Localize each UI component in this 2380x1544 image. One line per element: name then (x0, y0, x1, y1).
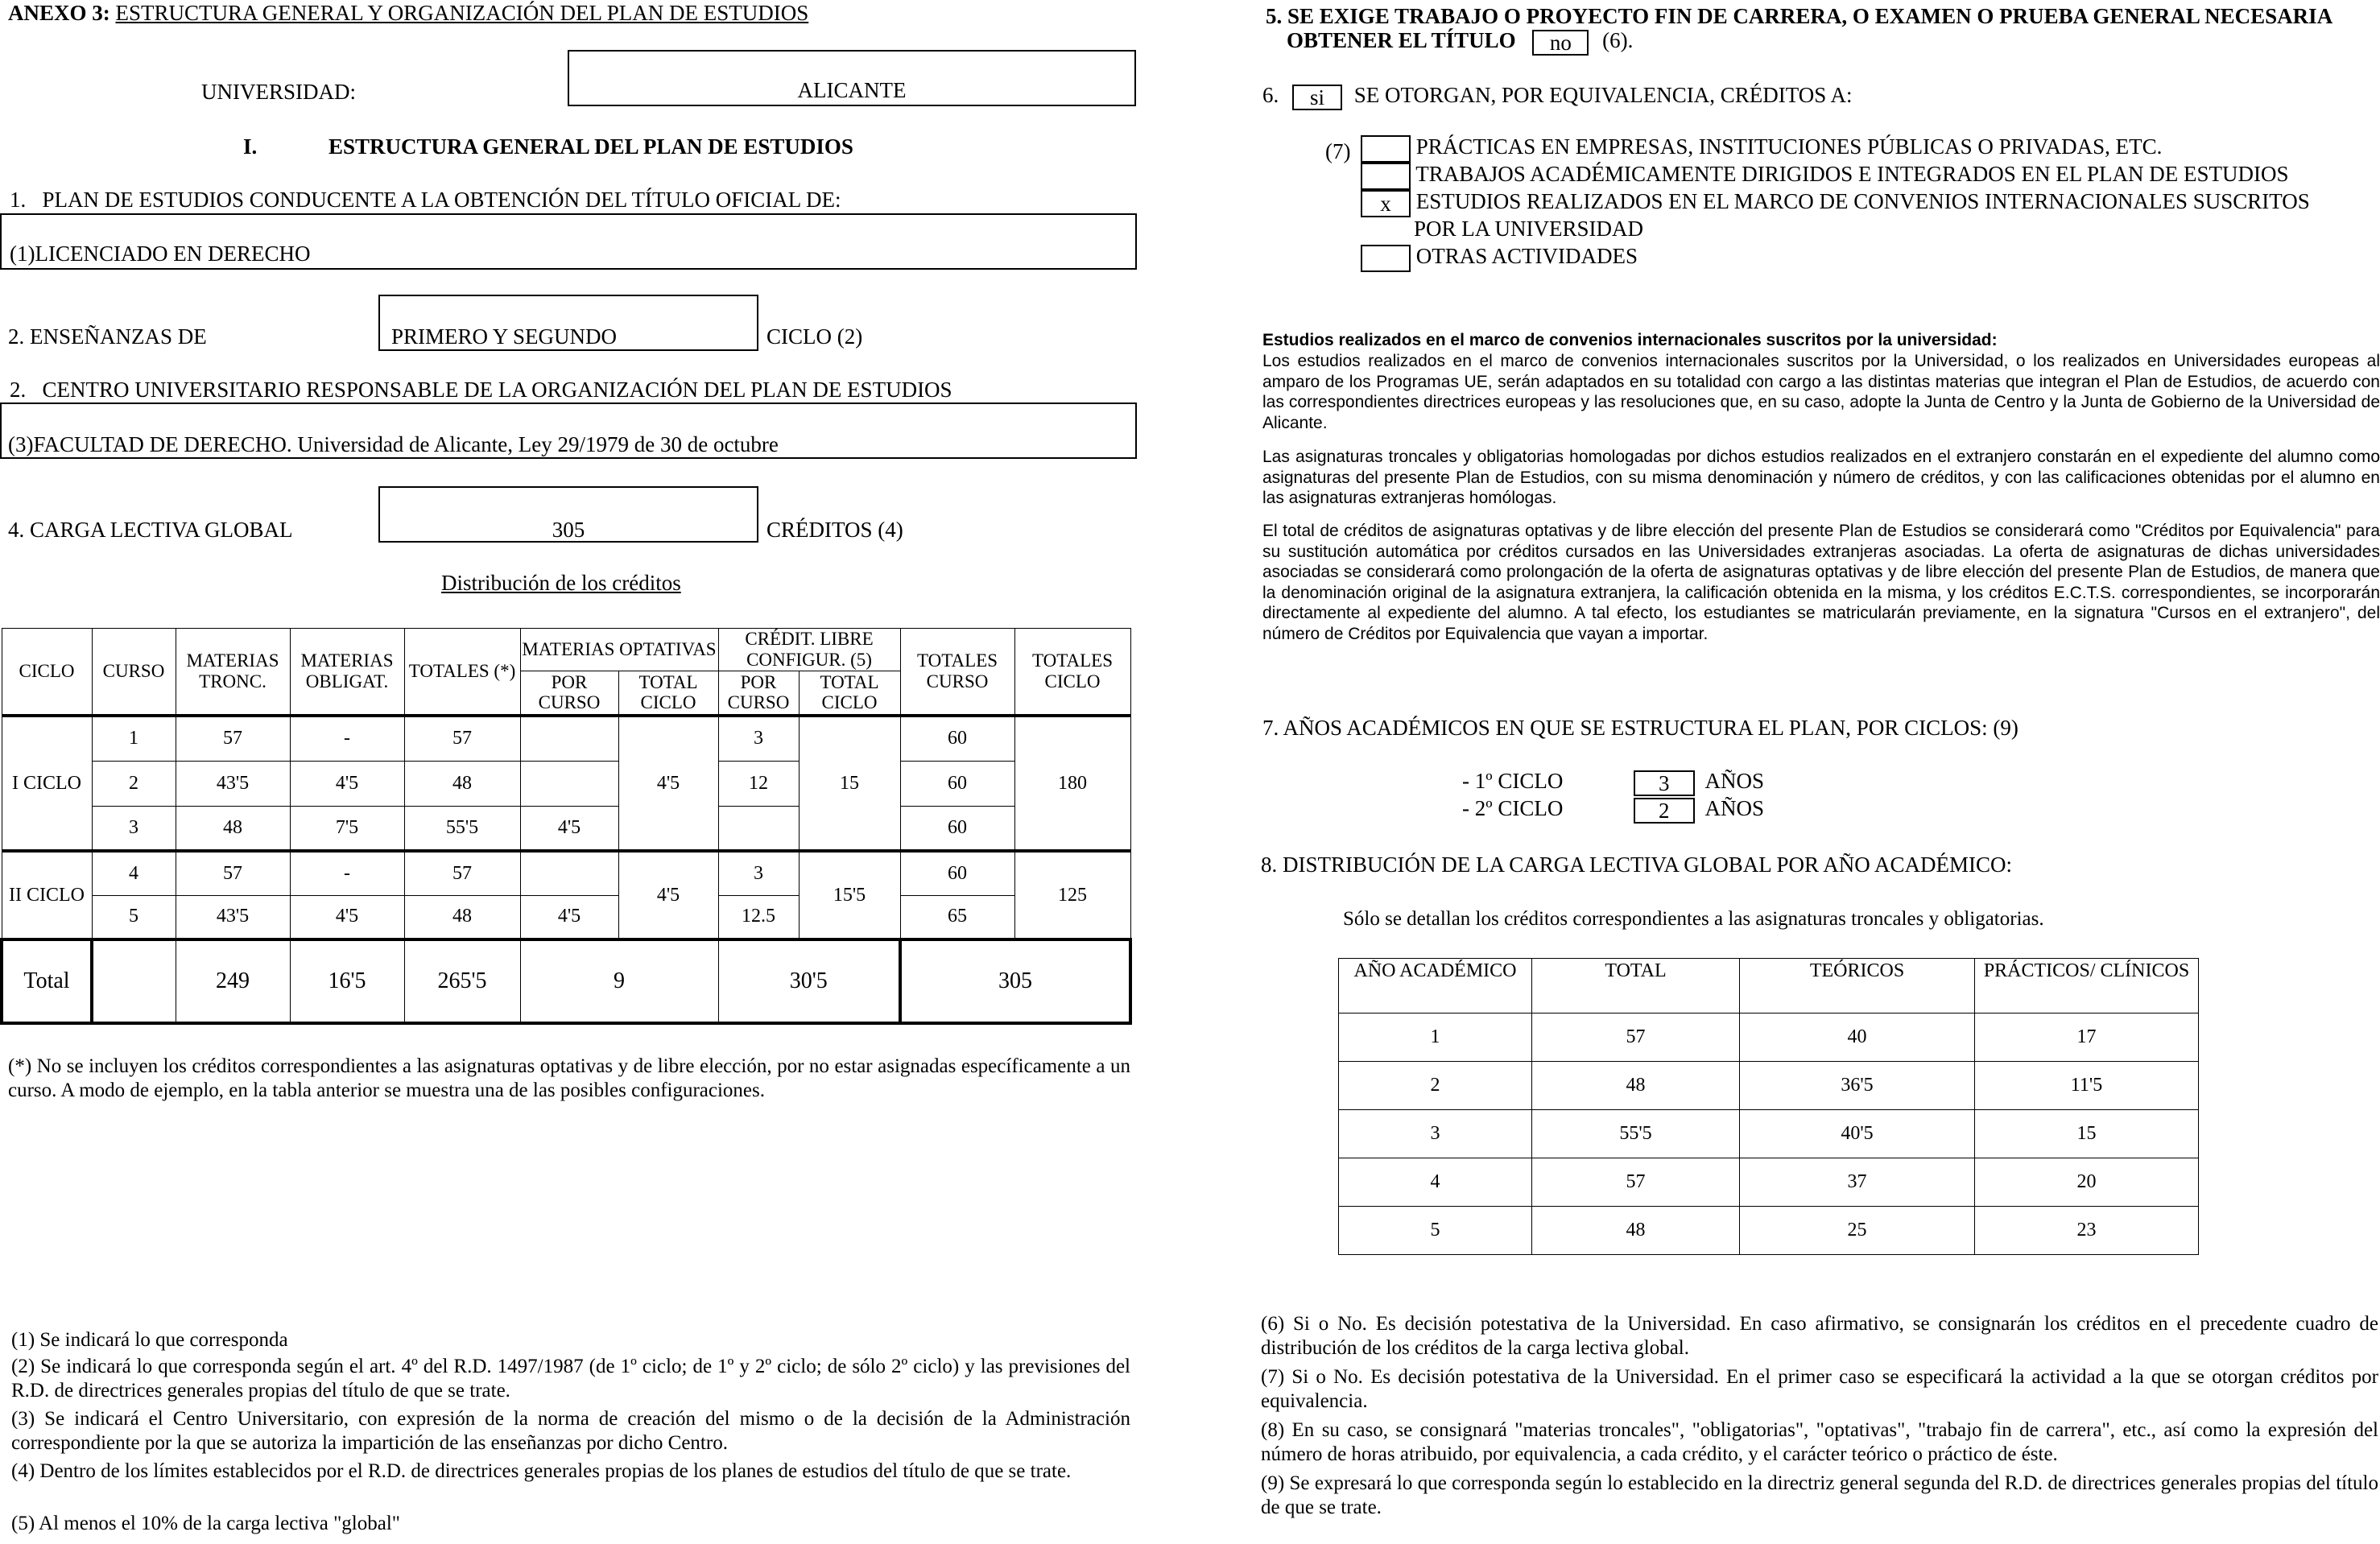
header-libre: CRÉDIT. LIBRE CONFIGUR. (5) (718, 629, 900, 671)
q6-option-4-box (1361, 245, 1411, 272)
cycle2-libre-total: 15'5 (799, 851, 900, 939)
years-cell: 3 (1339, 1110, 1532, 1158)
years-table (1338, 958, 2199, 1255)
footnote-4: (4) Dentro de los límites establecidos por el R.D. de directrices generales propias de los planes de estudios del título de que se trate. (11, 1460, 1072, 1482)
table-row (1339, 1110, 2199, 1158)
years-cell: 40'5 (1740, 1110, 1975, 1158)
q5-line2: OBTENER EL TÍTULO (1287, 28, 1516, 52)
q7-label: 7. AÑOS ACADÉMICOS EN QUE SE ESTRUCTURA EL PLAN, POR CICLOS: (9) (1262, 716, 2018, 740)
annex-label: ANEXO 3: (8, 1, 110, 25)
row-curso: 1 (92, 716, 176, 761)
q6-option-3-label: ESTUDIOS REALIZADOS EN EL MARCO DE CONVENIOS INTERNACIONALES SUSCRITOS (1415, 189, 2310, 214)
q7-cycle-1-unit: AÑOS (1704, 769, 1765, 793)
row-tronc: 43'5 (176, 761, 290, 806)
header-ciclo: CICLO (2, 629, 92, 716)
row-totales: 48 (404, 895, 520, 939)
row-curso: 5 (92, 895, 176, 939)
years-cell: 11'5 (1975, 1062, 2199, 1110)
q2-value: PRIMERO Y SEGUNDO (391, 324, 618, 349)
note-7: (7) Si o No. Es decisión potestativa de la Universidad. En el primer caso se especificará la actividad a la que se otorgan créditos por equivalencia. (1261, 1366, 2378, 1412)
q6-option-4 (1361, 245, 2310, 272)
studies-paragraph-3: El total de créditos de asignaturas optativas y de libre elección del presente Plan de Estudios se considerará como "Créditos por Equivalencia" para su sustitución automática por créditos cursados en las Universidades extranjeras asociadas. La oferta de asignaturas de dichas universidades asociadas se considerará como prolongación de la oferta de asignaturas optativas y de libre elección del presente Plan de Estudios, de manera que la denominación original de la asignatura extranjera, la calificación obtenida en la misma, y los créditos E.C.T.S. correspondientes, se incorporarán directamente al expediente del alumno. A tal efecto, los estudiantes se matricularán previamente, en la signatura "Cursos en el extranjero", del número de Créditos por Equivalencia que vayan a importar. (1262, 522, 2380, 644)
footnote-3: (3) Se indicará el Centro Universitario, con expresión de la norma de creación del mismo o de la decisión de la Administración correspondiente por la que se autoriza la impartición de las enseñanzas por dicho Centro. (11, 1408, 1130, 1454)
row-opt-curso (520, 761, 618, 806)
years-cell: 57 (1532, 1014, 1740, 1062)
row-totales-curso: 60 (900, 806, 1014, 851)
years-header-practicos: PRÁCTICOS/ CLÍNICOS (1975, 959, 2199, 1014)
header-opt-por-curso: POR CURSO (520, 671, 618, 716)
section-number: I. (243, 134, 258, 159)
annex-heading (8, 2, 808, 26)
years-cell: 15 (1975, 1110, 2199, 1158)
total-tronc: 249 (176, 939, 290, 1023)
years-cell: 55'5 (1532, 1110, 1740, 1158)
q5-line1: 5. SE EXIGE TRABAJO O PROYECTO FIN DE CARRERA, O EXAMEN O PRUEBA GENERAL NECESARIA (1266, 4, 2333, 28)
annex-title: ESTRUCTURA GENERAL Y ORGANIZACIÓN DEL PLAN DE ESTUDIOS (115, 1, 809, 25)
q3-box (0, 403, 1137, 459)
footnote-5: (5) Al menos el 10% de la carga lectiva "global" (11, 1513, 400, 1534)
years-cell: 23 (1975, 1207, 2199, 1255)
years-cell: 5 (1339, 1207, 1532, 1255)
q1-number: 1. (10, 188, 27, 212)
cycle2-totales-ciclo: 125 (1014, 851, 1130, 939)
table-row (1339, 1207, 2199, 1255)
q6-option-3 (1361, 190, 2310, 217)
row-totales-curso: 60 (900, 716, 1014, 761)
row-oblig: - (290, 716, 404, 761)
total-row (2, 939, 1130, 1023)
years-cell: 40 (1740, 1014, 1975, 1062)
row-tronc: 48 (176, 806, 290, 851)
q7-cycle-2-label: - 2º CICLO (1462, 796, 1564, 820)
years-cell: 4 (1339, 1158, 1532, 1207)
row-totales: 48 (404, 761, 520, 806)
q8-label: 8. DISTRIBUCIÓN DE LA CARGA LECTIVA GLOBAL POR AÑO ACADÉMICO: (1261, 853, 2013, 877)
total-totales: 265'5 (404, 939, 520, 1023)
row-opt-curso: 4'5 (520, 806, 618, 851)
q4-suffix: CRÉDITOS (4) (766, 518, 903, 542)
row-opt-curso: 4'5 (520, 895, 618, 939)
row-totales-curso: 60 (900, 761, 1014, 806)
row-oblig: 7'5 (290, 806, 404, 851)
q6-label: SE OTORGAN, POR EQUIVALENCIA, CRÉDITOS A: (1353, 83, 1853, 107)
total-curso-empty (92, 939, 176, 1023)
q6-option-1 (1361, 135, 2310, 163)
header-opt-total-ciclo: TOTAL CICLO (618, 671, 718, 716)
table-row (1339, 1062, 2199, 1110)
years-cell: 1 (1339, 1014, 1532, 1062)
q6-heading (1262, 84, 1853, 110)
q6-option-4-label: OTRAS ACTIVIDADES (1415, 244, 1638, 269)
q3-value: (3)FACULTAD DE DERECHO. Universidad de Alicante, Ley 29/1979 de 30 de octubre (8, 432, 779, 456)
row-opt-curso (520, 851, 618, 895)
cycle1-libre-total: 15 (799, 716, 900, 851)
table-row (2, 716, 1130, 761)
table-row (1339, 1014, 2199, 1062)
total-libre: 30'5 (718, 939, 900, 1023)
header-optativas: MATERIAS OPTATIVAS (520, 629, 718, 671)
cycle2-label: II CICLO (2, 851, 92, 939)
q6-option-3-box: x (1361, 190, 1411, 217)
q7-cycle-2-value: 2 (1634, 798, 1695, 824)
row-libre-curso: 12 (718, 761, 799, 806)
q4-value: 305 (552, 518, 585, 542)
row-totales: 55'5 (404, 806, 520, 851)
q2-suffix: CICLO (2) (766, 324, 863, 349)
distribution-title: Distribución de los créditos (441, 571, 681, 595)
q8-sub: Sólo se detallan los créditos correspondientes a las asignaturas troncales y obligatorias. (1343, 908, 2044, 930)
note-6: (6) Si o No. Es decisión potestativa de la Universidad. En caso afirmativo, se consignarán los créditos en el precedente cuadro de distribución de los créditos de la carga lectiva global. (1261, 1313, 2378, 1359)
section-title: ESTRUCTURA GENERAL DEL PLAN DE ESTUDIOS (328, 134, 853, 159)
header-curso: CURSO (92, 629, 176, 716)
total-optativas: 9 (520, 939, 718, 1023)
q6-note: (7) (1325, 139, 1351, 163)
row-curso: 4 (92, 851, 176, 895)
q1-box (0, 213, 1137, 270)
years-cell: 25 (1740, 1207, 1975, 1255)
header-totales-curso: TOTALES CURSO (900, 629, 1014, 716)
studies-paragraph-2: Las asignaturas troncales y obligatorias homologadas por dichos estudios realizados en el extranjero constarán en el expediente del alumno como asignaturas del presente Plan de Estudios, con su misma denominación y número de créditos, y con las calificaciones obtenidas por el alumno en las asignaturas extranjeras homólogas. (1262, 448, 2380, 508)
q6-answer-box: si (1292, 85, 1342, 110)
row-libre-curso: 12.5 (718, 895, 799, 939)
years-cell: 36'5 (1740, 1062, 1975, 1110)
cycle1-opt-total: 4'5 (618, 716, 718, 851)
cycle2-opt-total: 4'5 (618, 851, 718, 939)
q1-heading (10, 188, 841, 213)
years-header-ano: AÑO ACADÉMICO (1339, 959, 1532, 1014)
row-libre-curso: 3 (718, 716, 799, 761)
q6-option-3-cont: POR LA UNIVERSIDAD (1414, 217, 1644, 241)
header-totales: TOTALES (*) (404, 629, 520, 716)
header-materias-oblig: MATERIAS OBLIGAT. (290, 629, 404, 716)
row-tronc: 43'5 (176, 895, 290, 939)
row-oblig: 4'5 (290, 895, 404, 939)
header-libre-total-ciclo: TOTAL CICLO (799, 671, 900, 716)
q5-note: (6). (1602, 28, 1634, 52)
years-cell: 48 (1532, 1207, 1740, 1255)
row-tronc: 57 (176, 716, 290, 761)
footnote-2: (2) Se indicará lo que corresponda según el art. 4º del R.D. 1497/1987 (de 1º ciclo; de 1º y 2º ciclo; de sólo 2º ciclo) y las previsiones del R.D. de directrices generales propias del título de que se trate. (11, 1356, 1130, 1402)
university-value: ALICANTE (797, 78, 907, 102)
q6-option-2-box (1361, 163, 1411, 190)
q3-heading (10, 378, 952, 403)
years-cell: 2 (1339, 1062, 1532, 1110)
q3-label: CENTRO UNIVERSITARIO RESPONSABLE DE LA ORGANIZACIÓN DEL PLAN DE ESTUDIOS (42, 378, 952, 402)
years-header-teoricos: TEÓRICOS (1740, 959, 1975, 1014)
row-tronc: 57 (176, 851, 290, 895)
cycle1-totales-ciclo: 180 (1014, 716, 1130, 851)
university-box (568, 50, 1136, 106)
total-global: 305 (900, 939, 1130, 1023)
asterisk-note: (*) No se incluyen los créditos correspondientes a las asignaturas optativas y de libre elección, por no estar asignadas específicamente a un curso. A modo de ejemplo, en la tabla anterior se muestra una de las posibles configuraciones. (8, 1055, 1130, 1101)
q5-answer-box: no (1532, 30, 1589, 56)
q2-box (378, 295, 758, 351)
header-materias-tronc: MATERIAS TRONC. (176, 629, 290, 716)
row-totales-curso: 65 (900, 895, 1014, 939)
q4-label: 4. CARGA LECTIVA GLOBAL (8, 518, 293, 542)
total-oblig: 16'5 (290, 939, 404, 1023)
q6-option-2 (1361, 163, 2310, 190)
row-totales: 57 (404, 716, 520, 761)
row-oblig: 4'5 (290, 761, 404, 806)
university-label: UNIVERSIDAD: (201, 80, 356, 104)
q6-option-1-box (1361, 135, 1411, 163)
footnote-1: (1) Se indicará lo que corresponda (11, 1329, 288, 1351)
table-row (1339, 1158, 2199, 1207)
note-9: (9) Se expresará lo que corresponda según lo establecido en la directriz general segunda del R.D. de directrices generales propias del título de que se trate. (1261, 1472, 2378, 1518)
note-8: (8) En su caso, se consignará "materias troncales", "obligatorias", "optativas", "trabajo fin de carrera", etc., así como la expresión del número de horas atribuido, por equivalencia, a cada crédito, y el carácter teórico o práctico de éste. (1261, 1419, 2378, 1465)
row-libre-curso: 3 (718, 851, 799, 895)
years-cell: 20 (1975, 1158, 2199, 1207)
row-totales: 57 (404, 851, 520, 895)
q7-cycle-2 (1462, 797, 1764, 824)
q7-cycle-2-unit: AÑOS (1704, 796, 1765, 820)
table-row (2, 895, 1130, 939)
credits-table (0, 628, 1132, 1025)
q3-number: 2. (10, 378, 27, 402)
q7-cycle-1-label: - 1º CICLO (1462, 769, 1564, 793)
studies-title: Estudios realizados en el marco de convenios internacionales suscritos por la universidad: (1262, 331, 1998, 349)
q6-number: 6. (1262, 83, 1279, 107)
row-curso: 3 (92, 806, 176, 851)
q2-label: 2. ENSEÑANZAS DE (8, 324, 207, 349)
table-row (2, 761, 1130, 806)
table-row (2, 851, 1130, 895)
years-cell: 57 (1532, 1158, 1740, 1207)
row-oblig: - (290, 851, 404, 895)
q1-value: (1)LICENCIADO EN DERECHO (10, 242, 311, 266)
q1-label: PLAN DE ESTUDIOS CONDUCENTE A LA OBTENCIÓN DEL TÍTULO OFICIAL DE: (42, 188, 841, 212)
q7-cycle-1-value: 3 (1634, 770, 1695, 796)
studies-paragraph-1: Los estudios realizados en el marco de convenios internacionales suscritos por la Universidad, o los realizados en Universidades europeas al amparo de los Programas UE, serán adaptados en su totalidad con cargo a las distintas materias que integran el Plan de Estudios, de acuerdo con las correspondientes directrices europeas y las resoluciones que, en su caso, adopte la Junta de Centro y la Junta de Gobierno de la Universidad de Alicante. (1262, 352, 2380, 432)
q6-option-1-label: PRÁCTICAS EN EMPRESAS, INSTITUCIONES PÚBLICAS O PRIVADAS, ETC. (1415, 134, 2163, 159)
years-cell: 17 (1975, 1014, 2199, 1062)
cycle1-label: I CICLO (2, 716, 92, 851)
row-libre-curso (718, 806, 799, 851)
years-cell: 37 (1740, 1158, 1975, 1207)
q6-option-2-label: TRABAJOS ACADÉMICAMENTE DIRIGIDOS E INTEGRADOS EN EL PLAN DE ESTUDIOS (1415, 162, 2289, 187)
q7-cycle-1 (1462, 770, 1764, 796)
table-row (2, 806, 1130, 851)
total-label: Total (2, 939, 92, 1023)
q4-box (378, 486, 758, 543)
years-header-total: TOTAL (1532, 959, 1740, 1014)
row-curso: 2 (92, 761, 176, 806)
row-opt-curso (520, 716, 618, 761)
q5-line2-wrap (1287, 29, 1633, 56)
q6-options (1361, 135, 2310, 272)
header-libre-por-curso: POR CURSO (718, 671, 799, 716)
header-totales-ciclo: TOTALES CICLO (1014, 629, 1130, 716)
row-totales-curso: 60 (900, 851, 1014, 895)
years-cell: 48 (1532, 1062, 1740, 1110)
